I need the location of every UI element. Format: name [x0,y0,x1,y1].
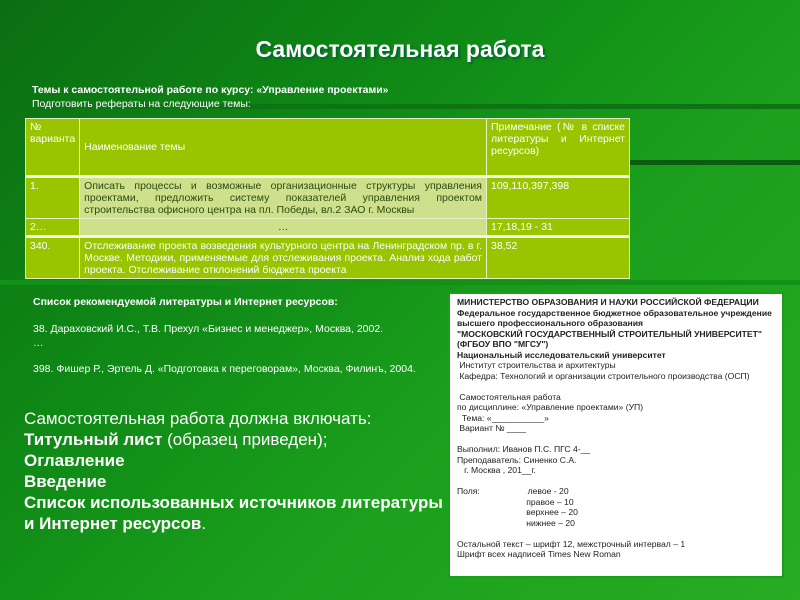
cell-note: 17,18,19 - 31 [487,219,630,237]
title-page-line [457,381,775,392]
title-page-line: МИНИСТЕРСТВО ОБРАЗОВАНИЯ И НАУКИ РОССИЙСКОЙ ФЕДЕРАЦИИ [457,297,759,307]
title-page-line: Шрифт всех надписей Times New Roman [457,549,621,559]
literature-item: 398. Фишер Р., Эртель Д. «Подготовка к переговорам», Москва, Филинъ, 2004. [33,363,416,375]
cell-topic: … [80,219,487,237]
title-page-line [457,476,775,487]
title-page-line: нижнее – 20 [457,517,575,528]
title-page-line: высшего профессионального образования [457,318,643,328]
title-page-line: Остальной текст – шрифт 12, межстрочный интервал – 1 [457,538,686,549]
title-page-line: Самостоятельная работа [457,391,561,402]
literature-item: 38. Дараховский И.С., Т.В. Прехул «Бизнес и менеджер», Москва, 2002. [33,323,384,335]
header-note: Примечание (№ в списке литературы и Интернет ресурсов) [487,119,630,177]
requirements [24,408,444,534]
title-page-line: Тема: «___________» [457,412,549,423]
title-page-line: Институт строительства и архитектуры [457,360,616,370]
title-page-line: Вариант № ____ [457,423,527,433]
title-page-line: Федеральное государственное бюджетное образовательное учреждение [457,307,772,318]
cell-topic: Описать процессы и возможные организационные структуры управления проектами, предложить систему показателей управления проектом строительства офисного центра на пл. Победы, вл.2 ЗАО г. Москвы [80,177,487,219]
requirement-note: (образец приведен); [162,430,328,449]
table-row [26,219,630,237]
requirement-sources: Список использованных источников литературы и Интернет ресурсов [24,493,443,533]
cell-note: 38,52 [487,237,630,279]
title-page-line: (ФГБОУ ВПО "МГСУ") [457,339,549,349]
requirement-intro: Введение [24,472,107,491]
intro-instruction: Подготовить рефераты на следующие темы: [32,98,251,110]
requirement-title-page: Титульный лист [24,430,163,449]
cell-topic: Отслеживание проекта возведения культурного центра на Ленинградском пр. в г. Москве. Методики, применяемые для отслеживания проекта. Анализ хода работ проекта. Отслеживание отклонений бюджета проекта [80,237,487,279]
decor-stripe [600,160,800,165]
requirement-toc: Оглавление [24,451,125,470]
title-page-line: верхнее – 20 [457,507,578,517]
table-row [26,237,630,279]
requirement-end: . [201,514,207,533]
title-page-line: г. Москва , 201__г. [457,465,536,475]
table-header [26,119,630,177]
cell-note: 109,110,397,398 [487,177,630,219]
title-page-line: по дисциплине: «Управление проектами» (УП) [457,402,644,412]
table-row [26,177,630,219]
title-page-line: "МОСКОВСКИЙ ГОСУДАРСТВЕННЫЙ СТРОИТЕЛЬНЫЙ УНИВЕРСИТЕТ" [457,328,762,339]
header-number: № варианта [26,119,80,177]
cell-number: 2… [26,219,80,237]
cell-number: 340. [26,237,80,279]
title-page-line: Выполнил: Иванов П.С. ПГС 4-__ [457,444,591,454]
title-page-line: Поля: левое - 20 [457,486,569,496]
requirements-intro: Самостоятельная работа должна включать: [24,409,372,428]
title-page-line: правое – 10 [457,496,574,507]
literature-ellipsis: … [33,337,44,349]
title-page-sample [448,292,784,578]
page-title: Самостоятельная работа [255,36,545,62]
cell-number: 1. [26,177,80,219]
title-page-line [457,528,775,539]
title-page-line: Кафедра: Технологий и организации строительного производства (ОСП) [457,370,750,381]
decor-stripe [0,280,800,285]
title-page-line: Национальный исследовательский университет [457,349,666,360]
title-page-line [457,434,775,445]
literature-heading: Список рекомендуемой литературы и Интернет ресурсов: [33,296,338,308]
title-page-line: Преподаватель: Синенко С.А. [457,454,577,465]
header-topic: Наименование темы [80,119,487,177]
intro-course: Темы к самостоятельной работе по курсу: «Управление проектами» [32,84,389,96]
topics-table [25,118,630,279]
